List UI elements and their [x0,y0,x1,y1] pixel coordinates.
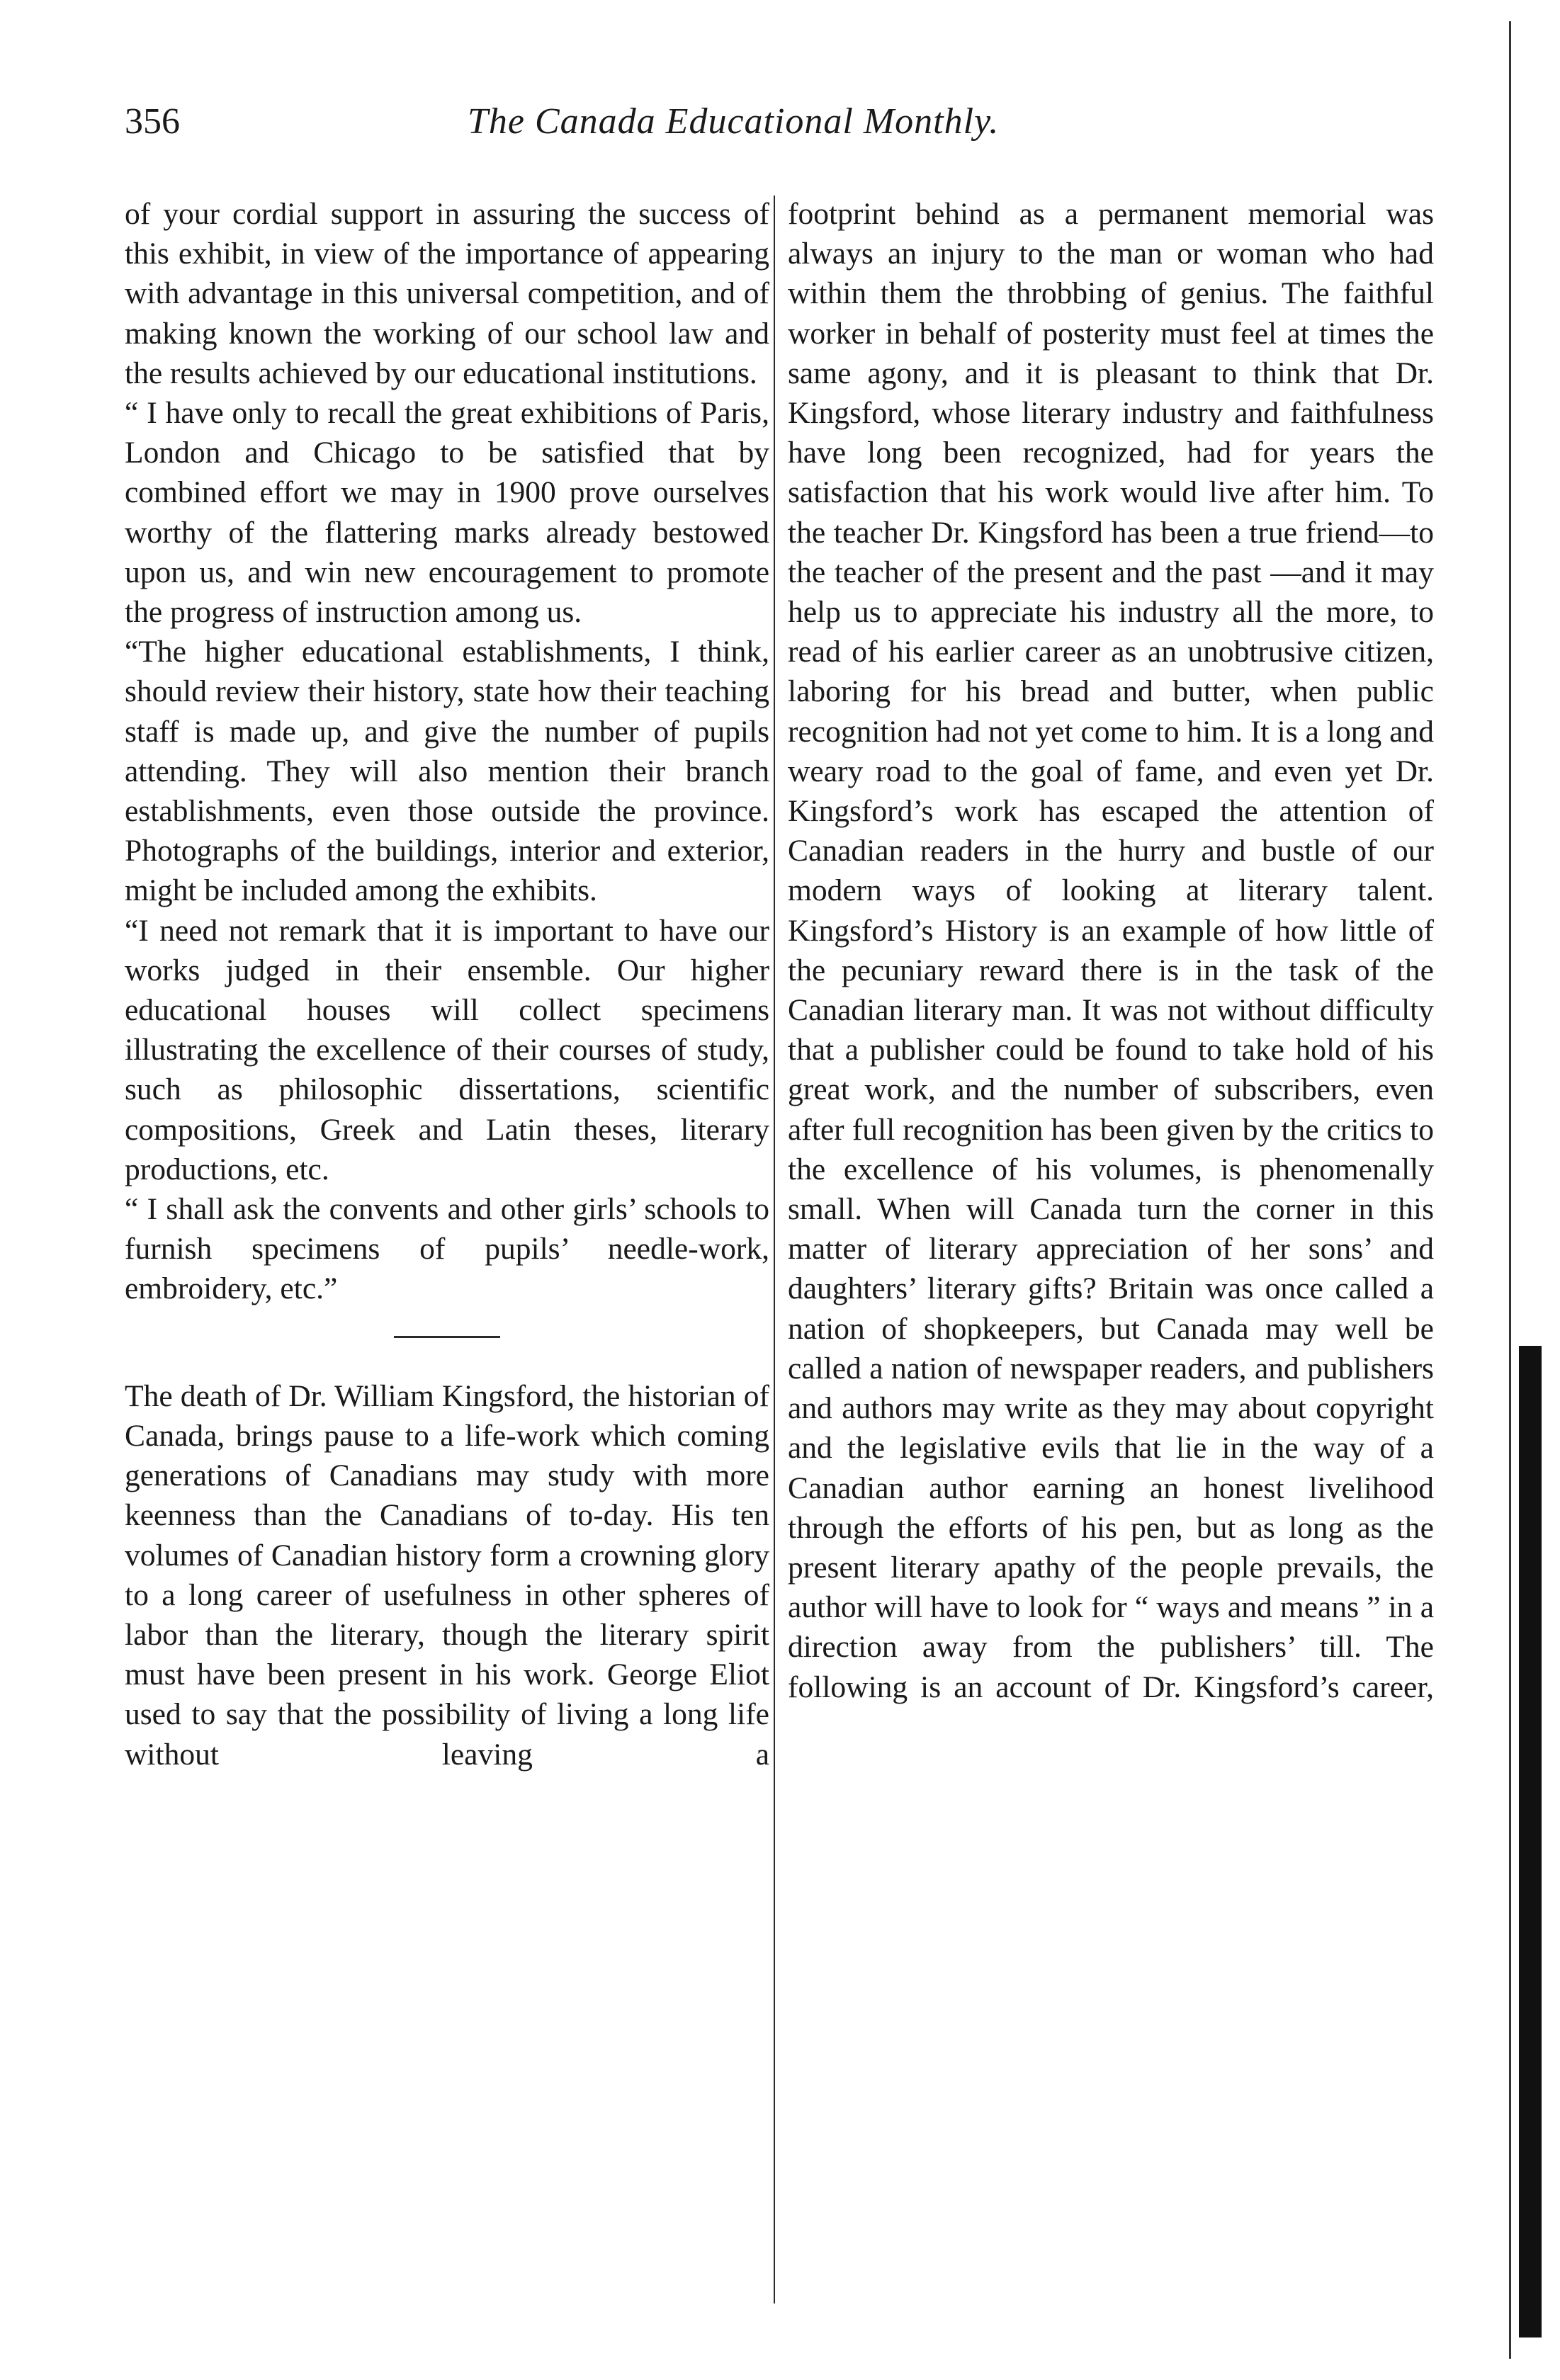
page-edge-shadow [1519,1346,1542,2338]
paragraph-convents: “ I shall ask the convents and other girls’ schools to furnish specimens of pupils’ needle-work, embroidery, etc.” [125,1192,769,1306]
paragraph-exhibit-support: of your cordial support in assuring the success of this exhibit, in view of the importance of appearing with advantage in this universal competition, and of making known the working of our school law and the results achieved by our educational institutions. [125,197,769,390]
running-title: The Canada Educational Monthly. [468,101,1000,142]
paragraph-higher-establishments: “The higher educational establishments, I think, should review their history, state how their teaching staff is made up, and give the number of pupils attending. They will also mention their branch establishments, even those outside the province. Photographs of the buildings, interior and exterior, might be included among the exhibits. [125,635,769,908]
left-column [125,194,769,1774]
paragraph-kingsford-career: footprint behind as a permanent memorial was always an injury to the man or woman who had within them the throbbing of genius. The faithful worker in behalf of posterity must feel at times the same agony, and it is pleasant to think that Dr. Kingsford, whose literary industry and faithfulness have long been recognized, had for years the satisfaction that his work would live after him. To the teacher Dr. Kingsford has been a true friend—to the teacher of the present and the past —and it may help us to appreciate his industry all the more, to read of his earlier career as an unobtrusive citizen, laboring for his bread and butter, when public recognition had not yet come to him. It is a long and weary road to the goal of fame, and even yet Dr. Kingsford’s work has escaped the attention of Canadian readers in the hurry and bustle of our modern ways of looking at literary talent. Kingsford’s History is an example of how little of the pecuniary reward there is in the task of the Canadian literary man. It was not without difficulty that a publisher could be found to take hold of his great work, and the number of subscribers, even after full recognition has been given by the critics to the excellence of his volumes, is phenomenally small. When will Canada turn the corner in this matter of literary appreciation of her sons’ and daughters’ literary gifts? Britain was once called a nation of shopkeepers, but Canada may well be called a nation of newspaper readers, and publishers and authors may write as they may about copyright and the legislative evils that lie in the way of a Canadian author earning an honest livelihood through the efforts of his pen, but as long as the present literary apathy of the people prevails, the author will have to look for “ ways and means ” in a direction away from the publishers’ till. The following is an account of Dr. Kingsford’s career, [788,197,1434,1704]
page-number: 356 [125,101,180,142]
paragraph-kingsford-death: The death of Dr. William Kingsford, the historian of Canada, brings pause to a life-work which coming generations of Canadians may study with more keenness than the Canadians of to-day. His ten volumes of Canadian history form a crowning glory to a long career of usefulness in other spheres of labor than the literary, though the literary spirit must have been present in his work. George Eliot used to say that the possibility of living a long life without leaving a [125,1378,769,1772]
page-edge-line [1509,21,1511,2359]
paragraph-great-exhibitions: “ I have only to recall the great exhibitions of Paris, London and Chicago to be satisfied that by combined effort we may in 1900 prove ourselves worthy of the flattering marks already bestowed upon us, and win new encouragement to promote the progress of instruction among us. [125,396,769,630]
section-separator-rule [394,1336,500,1338]
paragraph-works-judged: “I need not remark that it is important to have our works judged in their ensemble. Our higher educational houses will collect specimens illustrating the excellence of their courses of study, such as philosophic dissertations, scientific compositions, Greek and Latin theses, literary productions, etc. [125,913,769,1186]
column-divider [774,196,775,2304]
right-column [788,194,1434,1707]
